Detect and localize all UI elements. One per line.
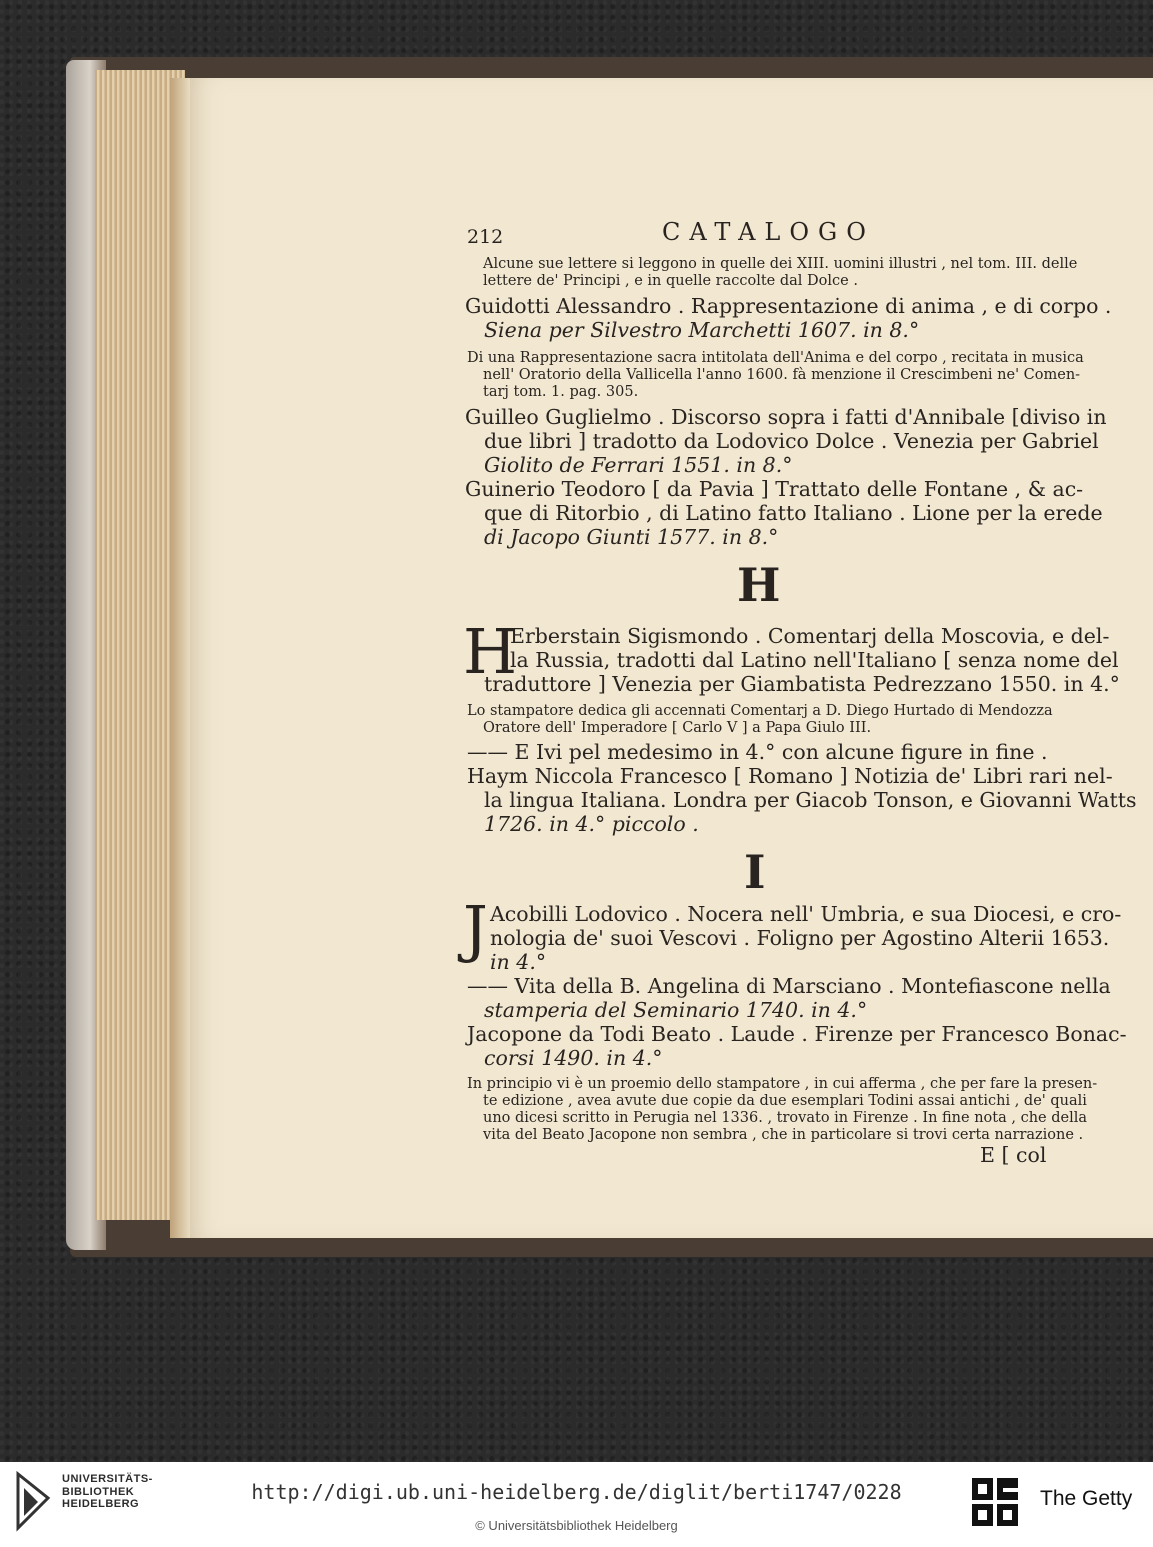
text-line: Di una Rappresentazione sacra intitolata dell'Anima e del corpo , recitata in musica <box>467 350 1084 366</box>
getty-logo-icon[interactable] <box>970 1476 1020 1530</box>
entry-title: —— Vita della B. Angelina di Marsciano . Montefiascone nella <box>467 974 1111 998</box>
entry-title: la Russia, tradotti dal Latino nell'Italiano [ senza nome del <box>510 648 1119 672</box>
page-gutter <box>170 78 190 1238</box>
entry-title: nologia de' suoi Vescovi . Foligno per Agostino Alterii 1653. <box>490 926 1110 950</box>
entry-title: traduttore ] Venezia per Giambatista Pedrezzano 1550. in 4.° <box>484 672 1120 696</box>
entry-title: Haym Niccola Francesco [ Romano ] Notizia de' Libri rari nel- <box>467 764 1113 788</box>
page-number: 212 <box>467 226 504 248</box>
entry-title: la lingua Italiana. Londra per Giacob Tonson, e Giovanni Watts <box>484 788 1137 812</box>
entry-title: Guilleo Guglielmo . Discorso sopra i fatti d'Annibale [diviso in <box>465 405 1107 429</box>
drop-cap-j: J <box>463 892 488 965</box>
text-line: lettere de' Principi , e in quelle raccolte dal Dolce . <box>483 273 858 289</box>
text-line: tarj tom. 1. pag. 305. <box>483 384 639 400</box>
catchword: E [ col <box>980 1143 1047 1167</box>
footer-bar <box>0 1462 1153 1547</box>
entry-title: due libri ] tradotto da Lodovico Dolce . Venezia per Gabriel <box>484 429 1099 453</box>
text-line: uno dicesi scritto in Perugia nel 1336. , trovato in Firenze . In fine nota , che della <box>483 1110 1088 1126</box>
text-line: In principio vi è un proemio dello stampatore , in cui afferma , che per fare la presen- <box>467 1076 1098 1092</box>
permalink-url[interactable]: http://digi.ub.uni-heidelberg.de/diglit/berti1747/0228 <box>251 1480 902 1504</box>
entry-imprint: in 4.° <box>490 950 547 974</box>
entry-imprint: di Jacopo Giunti 1577. in 8.° <box>484 525 779 549</box>
entry-imprint: stamperia del Seminario 1740. in 4.° <box>484 998 868 1022</box>
text-line: nell' Oratorio della Vallicella l'anno 1600. fà menzione il Crescimbeni ne' Comen- <box>483 367 1081 383</box>
section-letter-h: H <box>737 558 781 612</box>
text-line: Alcune sue lettere si leggono in quelle dei XIII. uomini illustri , nel tom. III. delle <box>483 256 1078 272</box>
entry-imprint: Siena per Silvestro Marchetti 1607. in 8.° <box>484 318 920 342</box>
entry-imprint: corsi 1490. in 4.° <box>484 1046 663 1070</box>
library-name-line: HEIDELBERG <box>62 1498 140 1510</box>
entry-title: Jacopone da Todi Beato . Laude . Firenze per Francesco Bonac- <box>467 1022 1127 1046</box>
entry-imprint: Giolito de Ferrari 1551. in 8.° <box>484 453 793 477</box>
entry-title: Acobilli Lodovico . Nocera nell' Umbria, e sua Diocesi, e cro- <box>490 902 1122 926</box>
running-head: CATALOGO <box>662 218 875 246</box>
text-line: vita del Beato Jacopone non sembra , che in particolare si trovi certa narrazione . <box>483 1127 1084 1143</box>
text-line: Lo stampatore dedica gli accennati Comentarj a D. Diego Hurtado di Mendozza <box>467 703 1053 719</box>
entry-title: Guinerio Teodoro [ da Pavia ] Trattato delle Fontane , & ac- <box>465 477 1084 501</box>
library-name-line: UNIVERSITÄTS- <box>62 1473 153 1485</box>
getty-name: The Getty <box>1040 1487 1133 1510</box>
copyright-notice: © Universitätsbibliothek Heidelberg <box>475 1518 678 1533</box>
library-name-line: BIBLIOTHEK <box>62 1485 135 1498</box>
entry-title: que di Ritorbio , di Latino fatto Italiano . Lione per la erede <box>484 501 1103 525</box>
section-letter-i: I <box>744 845 766 899</box>
entry-imprint: 1726. in 4.° piccolo . <box>484 812 699 836</box>
page-header <box>467 218 1047 250</box>
entry-title: —— E Ivi pel medesimo in 4.° con alcune figure in fine . <box>467 740 1048 764</box>
text-line: te edizione , avea avute due copie da due esemplari Todini assai antichi , de' quali <box>483 1093 1087 1109</box>
entry-title: Guidotti Alessandro . Rappresentazione di anima , e di corpo . <box>465 294 1112 318</box>
entry-title: Erberstain Sigismondo . Comentarj della Moscovia, e del- <box>510 624 1110 648</box>
text-line: Oratore dell' Imperadore [ Carlo V ] a Papa Giulo III. <box>483 720 872 736</box>
drop-cap-h: H <box>463 615 518 688</box>
